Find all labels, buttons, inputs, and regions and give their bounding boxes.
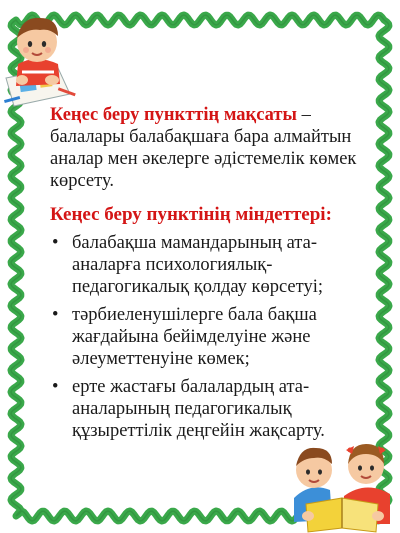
goal-dash: – <box>296 105 311 125</box>
bullet-icon: • <box>52 305 59 325</box>
task-text: балабақша мамандарының ата-аналарға психологиялық-педагогикалық қолдау көрсетуі; <box>72 233 324 297</box>
goal-title: Кеңес беру пункттің мақсаты <box>50 105 297 125</box>
leaflet-content <box>50 104 372 448</box>
tasks-list <box>50 232 372 442</box>
bullet-icon: • <box>52 233 59 253</box>
bullet-icon: • <box>52 377 59 397</box>
task-text: тәрбиеленушілерге бала бақша жағдайына бейімделуіне және әлеуметтенуіне көмек; <box>72 305 317 369</box>
goal-paragraph <box>50 104 372 192</box>
list-item <box>50 304 372 370</box>
child-drawing-illustration <box>0 2 84 114</box>
tasks-heading: Кеңес беру пунктінің міндеттері: <box>50 204 332 225</box>
list-item <box>50 376 372 442</box>
list-item <box>50 232 372 298</box>
goal-text: балалары балабақшаға бара алмайтын аналар мен әкелерге әдістемелік көмек көрсету. <box>50 127 357 191</box>
task-text: ерте жастағы балалардың ата-аналарының педагогикалық құзыреттілік деңгейін жақсарту. <box>72 377 325 441</box>
